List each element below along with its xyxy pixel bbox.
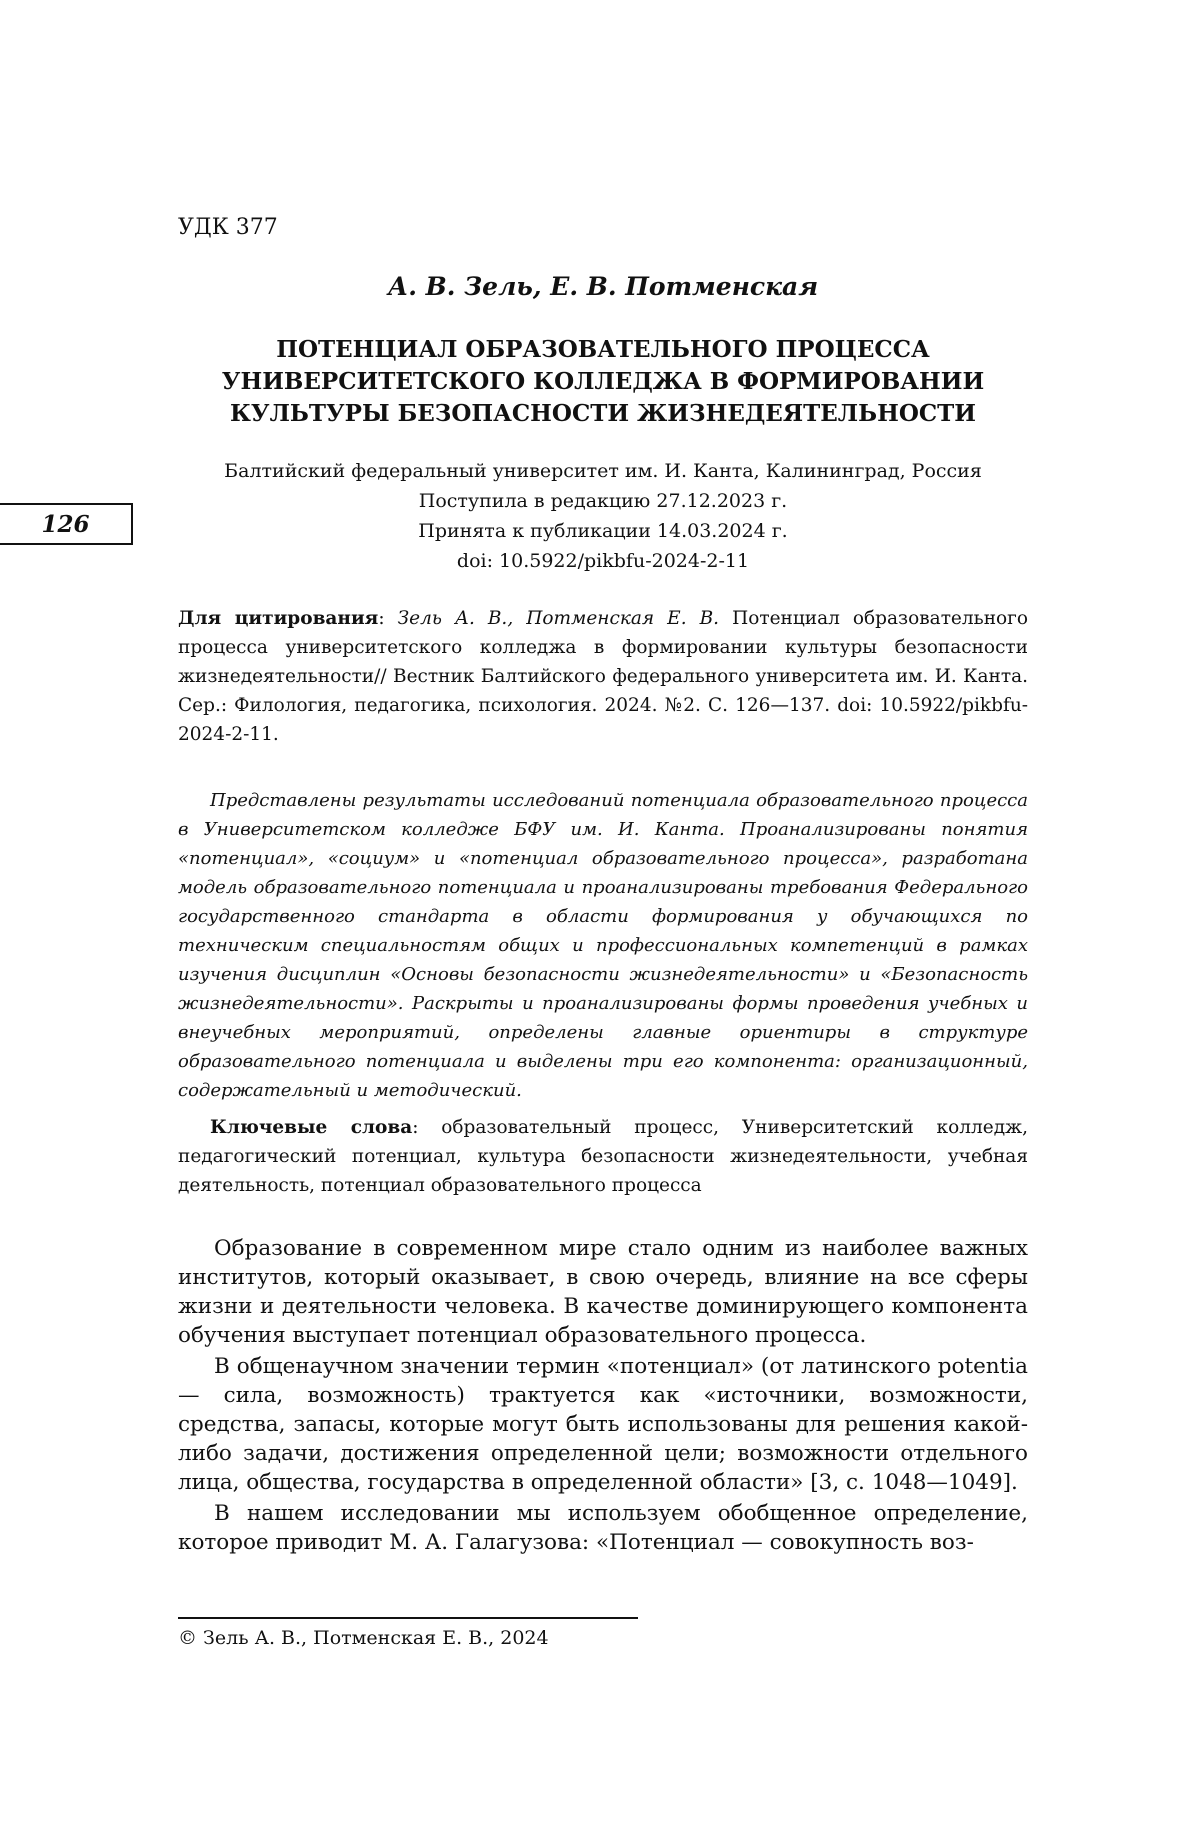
udk-code: УДК 377 <box>178 215 278 240</box>
citation-label: Для цитирования <box>178 608 379 629</box>
article-meta <box>178 456 1028 576</box>
keywords-text: : образовательный процесс, Университетский колледж, педагогический потенциал, культура безопасности жизнедеятельности, учебная деятельность, потенциал образовательного процесса <box>178 1117 1028 1196</box>
keywords-label: Ключевые слова <box>210 1117 413 1138</box>
title-line: ПОТЕНЦИАЛ ОБРАЗОВАТЕЛЬНОГО ПРОЦЕССА <box>276 336 930 363</box>
keywords-block <box>178 1113 1028 1200</box>
citation-block: Для цитирования: Зель А. В., Потменская Е. В. Потенциал образовательного процесса университетского колледжа в формировании культуры безопасности жизнедеятельности// Вестник Балтийского федерального университета им. И. Канта. Сер.: Филология, педагогика, психология. 2024. №2. С. 126—137. doi: 10.5922/pikbfu-2024-2-11. <box>178 608 1028 745</box>
citation-authors: Зель А. В., Потменская Е. В. <box>397 608 720 629</box>
accepted-date: Принята к публикации 14.03.2024 г. <box>418 520 788 542</box>
paragraph: В нашем исследовании мы используем обобщенное определение, которое приводит М. А. Галагузова: «Потенциал — совокупность воз- <box>178 1501 1028 1555</box>
abstract: Представлены результаты исследований потенциала образовательного процесса в Университетском колледже БФУ им. И. Канта. Проанализированы понятия «потенциал», «социум» и «потенциал образовательного процесса», разработана модель образовательного потенциала и проанализированы требования Федерального государственного стандарта в области формирования у обучающихся по техническим специальностям общих и профессиональных компетенций в рамках изучения дисциплин «Основы безопасности жизнедеятельности» и «Безопасность жизнедеятельности». Раскрыты и проанализированы формы проведения учебных и внеучебных мероприятий, определены главные ориентиры в структуре образовательного потенциала и выделены три его компонента: организационный, содержательный и методический. <box>178 790 1028 1101</box>
body-text <box>178 1234 1028 1559</box>
citation-text: Потенциал образовательного процесса университетского колледжа в формировании культуры безопасности жизнедеятельности// Вестник Балтийского федерального университета им. И. Канта. Сер.: Филология, педагогика, психология. 2024. №2. С. 126—137. doi: 10.5922/pikbfu-2024-2-11. <box>178 608 1028 745</box>
title-line: УНИВЕРСИТЕТСКОГО КОЛЛЕДЖА В ФОРМИРОВАНИИ <box>221 368 985 395</box>
paragraph: Образование в современном мире стало одним из наиболее важных институтов, который оказывает, в свою очередь, влияние на все сферы жизни и деятельности человека. В качестве доминирующего компонента обучения выступает потенциал образовательного процесса. <box>178 1236 1028 1348</box>
received-date: Поступила в редакцию 27.12.2023 г. <box>418 490 788 512</box>
affiliation: Балтийский федеральный университет им. И. Канта, Калининград, Россия <box>224 460 982 482</box>
title-line: КУЛЬТУРЫ БЕЗОПАСНОСТИ ЖИЗНЕДЕЯТЕЛЬНОСТИ <box>229 400 977 427</box>
doi: doi: 10.5922/pikbfu-2024-2-11 <box>456 550 750 572</box>
article-authors: А. В. Зель, Е. В. Потменская <box>387 272 819 301</box>
copyright: © Зель А. В., Потменская Е. В., 2024 <box>178 1627 549 1649</box>
footnote-divider <box>178 1617 638 1619</box>
paragraph: В общенаучном значении термин «потенциал» (от латинского potentia — сила, возможность) трактуется как «источники, возможности, средства, запасы, которые могут быть использованы для решения какой-либо задачи, достижения определенной цели; возможности отдельного лица, общества, государства в определенной области» [3, с. 1048—1049]. <box>178 1354 1028 1495</box>
article-title <box>178 334 1028 430</box>
page-number: 126 <box>0 503 133 545</box>
